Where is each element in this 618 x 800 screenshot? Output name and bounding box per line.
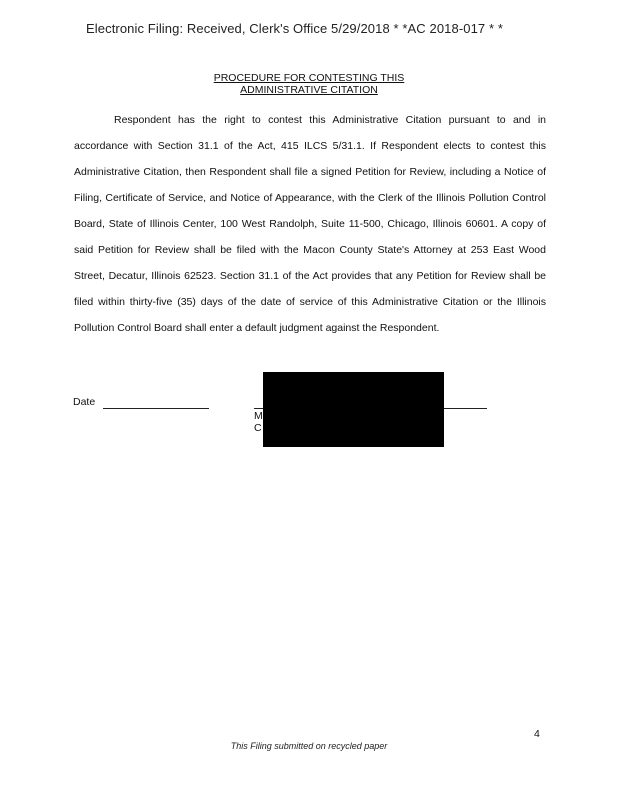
recycled-paper-note: This Filing submitted on recycled paper	[230, 741, 388, 751]
document-title	[0, 72, 618, 96]
date-label: Date	[73, 396, 96, 408]
redaction-box	[263, 372, 444, 447]
signer-title-fragment: C	[254, 422, 262, 434]
title-line-1: PROCEDURE FOR CONTESTING THIS	[213, 72, 405, 84]
electronic-filing-stamp: Electronic Filing: Received, Clerk's Office 5/29/2018 * *AC 2018-017 * *	[86, 21, 503, 36]
signer-name-fragment: M	[254, 410, 263, 422]
signature-line-right	[444, 408, 487, 409]
title-line-2: ADMINISTRATIVE CITATION	[240, 84, 378, 96]
body-paragraph: Respondent has the right to contest this Administrative Citation pursuant to and in accordance with Section 31.1 of the Act, 415 ILCS 5/31.1. If Respondent elects to contest this Administrative Citation, then Respondent shall file a signed Petition for Review, including a Notice of Filing, Certificate of Service, and Notice of Appearance, with the Clerk of the Illinois Pollution Control Board, State of Illinois Center, 100 West Randolph, Suite 11-500, Chicago, Illinois 60601. A copy of said Petition for Review shall be filed with the Macon County State's Attorney at 253 East Wood Street, Decatur, Illinois 62523. Section 31.1 of the Act provides that any Petition for Review shall be filed within thirty-five (35) days of the date of service of this Administrative Citation or the Illinois Pollution Control Board shall enter a default judgment against the Respondent.	[74, 114, 546, 334]
page-number: 4	[534, 728, 540, 740]
date-signature-line	[103, 408, 209, 409]
